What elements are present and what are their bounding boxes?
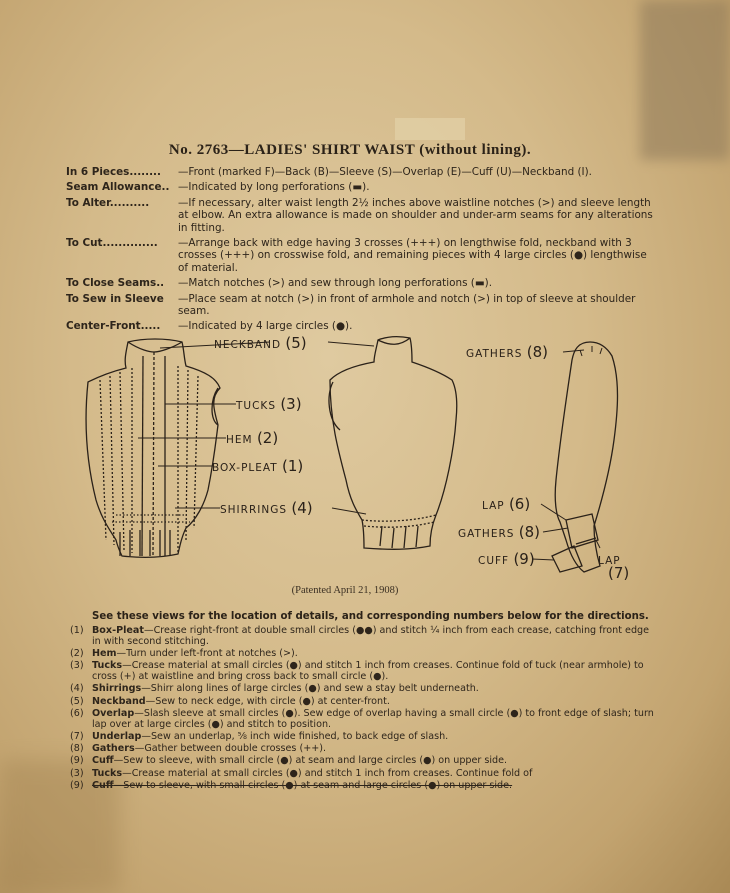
direction-number: (3) xyxy=(70,660,84,672)
direction-title: Underlap xyxy=(92,730,142,742)
direction-item xyxy=(70,626,654,647)
label-number: (3) xyxy=(280,395,302,413)
label-text: BOX-PLEAT xyxy=(212,462,278,474)
direction-title: Box-Pleat xyxy=(92,625,144,636)
spec-text: —Match notches (>) and sew through long perforations (▬). xyxy=(178,277,493,290)
label-number: (2) xyxy=(256,429,279,447)
direction-title: Tucks xyxy=(92,660,123,672)
direction-item xyxy=(70,649,654,660)
direction-text: —Gather between double crosses (++). xyxy=(134,743,327,755)
direction-item xyxy=(70,684,654,695)
direction-number: (9) xyxy=(70,755,84,767)
direction-item xyxy=(70,732,654,743)
leader-lap xyxy=(541,504,566,520)
direction-number: (3) xyxy=(70,767,84,779)
label-boxpleat xyxy=(212,457,303,475)
see-note: See these views for the location of details, and corresponding numbers below for the directions. xyxy=(92,611,649,622)
label-text: HEM xyxy=(226,434,253,446)
direction-text: —Sew to sleeve, with small circles (●) at seam and large circles (●) on upper side. xyxy=(113,780,513,792)
spec-label: In 6 Pieces........ xyxy=(66,166,161,178)
direction-text: —Turn under left-front at notches (>). xyxy=(116,648,298,659)
direction-number: (4) xyxy=(70,683,84,695)
label-number: (8) xyxy=(526,343,549,361)
direction-item xyxy=(70,769,654,780)
label-cuff xyxy=(478,550,535,568)
direction-text: —Shirr along lines of large circles (●) and sew a stay belt underneath. xyxy=(141,683,479,695)
label-number: (7) xyxy=(608,564,630,582)
direction-item xyxy=(70,744,654,755)
direction-text: —Crease material at small circles (●) and stitch 1 inch from creases. Continue fold of xyxy=(122,767,533,779)
label-number: (6) xyxy=(508,495,531,513)
direction-item xyxy=(70,709,654,730)
label-text: LAP xyxy=(482,500,505,512)
direction-item xyxy=(70,697,654,708)
spec-label: To Alter.......... xyxy=(66,196,150,209)
pattern-subtitle: (without lining). xyxy=(419,142,532,158)
spec-text: —Place seam at notch (>) in front of armhole and notch (>) in top of sleeve at shoulder seam. xyxy=(178,292,636,318)
direction-title: Tucks xyxy=(92,767,123,779)
label-number: (1) xyxy=(282,457,304,475)
label-lap xyxy=(482,495,530,513)
label-number: (5) xyxy=(285,334,307,352)
direction-title: Cuff xyxy=(92,755,114,767)
pattern-number: No. 2763 xyxy=(168,142,229,158)
label-text: GATHERS xyxy=(458,528,515,540)
label-text: SHIRRINGS xyxy=(220,504,288,516)
patent-note: (Patented April 21, 1908) xyxy=(291,585,399,596)
label-number: (4) xyxy=(291,499,313,517)
direction-item xyxy=(70,781,654,792)
direction-title: Shirrings xyxy=(92,683,142,695)
label-gathers-top xyxy=(466,343,548,361)
leader-gathers-bottom xyxy=(543,528,568,532)
label-number: (9) xyxy=(513,550,535,568)
direction-number: (8) xyxy=(70,743,84,755)
spec-label: To Close Seams.. xyxy=(66,277,165,290)
label-lap-right xyxy=(598,555,629,581)
label-text: CUFF xyxy=(478,555,510,567)
direction-title: Gathers xyxy=(92,743,135,755)
direction-title: Hem xyxy=(92,648,117,659)
spec-label: Center-Front..... xyxy=(66,320,161,333)
direction-number: (1) xyxy=(70,625,84,636)
spec-text: —Indicated by long perforations (▬). xyxy=(178,181,370,194)
leader-shirrings-back xyxy=(332,508,366,514)
direction-title: Cuff xyxy=(92,780,114,792)
label-shirrings xyxy=(220,499,313,517)
spec-text: —If necessary, alter waist length 2½ inches above waistline notches (>) and sleeve length at elbow. An extra allowance is made on shoulder and under-arm seams for any alterations in fitting. xyxy=(178,196,653,234)
direction-number: (9) xyxy=(70,780,84,792)
pattern-name: —LADIES' SHIRT WAIST xyxy=(228,142,415,158)
direction-text: —Crease material at small circles (●) and stitch 1 inch from creases. Continue fold of tuck (near armhole) to cross (+) at waistline and bring cross back to small circle (●). xyxy=(92,660,644,682)
spec-label: Seam Allowance.. xyxy=(66,181,170,194)
label-neckband xyxy=(214,334,307,352)
spec-label: To Sew in Sleeve xyxy=(66,292,164,305)
spec-text: —Front (marked F)—Back (B)—Sleeve (S)—Overlap (E)—Cuff (U)—Neckband (I). xyxy=(178,166,592,178)
label-hem xyxy=(226,429,278,447)
directions-list xyxy=(70,626,654,793)
label-text: GATHERS xyxy=(466,348,523,360)
direction-text: —Sew an underlap, ⅝ inch wide finished, to back edge of slash. xyxy=(141,730,449,742)
direction-item xyxy=(70,756,654,767)
direction-number: (7) xyxy=(70,730,84,742)
direction-title: Neckband xyxy=(92,695,146,707)
direction-number: (5) xyxy=(70,695,84,707)
direction-number: (2) xyxy=(70,648,84,659)
direction-text: —Crease right-front at double small circles (●●) and stitch ¼ inch from each crease, catching front edge in with second stitching. xyxy=(92,625,650,647)
spec-text: —Indicated by 4 large circles (●). xyxy=(178,320,353,333)
direction-text: —Slash sleeve at small circles (●). Sew edge of overlap having a small circle (●) to front edge of slash; turn lap over at large circles (●) and stitch to position. xyxy=(92,707,654,730)
direction-text: —Sew to sleeve, with small circle (●) at seam and large circles (●) on upper side. xyxy=(113,755,508,767)
leader-neckband-back xyxy=(328,342,374,346)
back-view xyxy=(329,337,457,550)
label-number: (8) xyxy=(518,523,541,541)
direction-number: (6) xyxy=(70,707,84,719)
spec-text: —Arrange back with edge having 3 crosses (+++) on lengthwise fold, neckband with 3 crosses (+++) on crosswise fold, and remaining pieces with 4 large circles (●) lengthwise of material. xyxy=(178,237,647,274)
sleeve-view xyxy=(552,342,618,572)
label-gathers-bottom xyxy=(458,523,540,541)
direction-item xyxy=(70,661,654,682)
leader-cuff xyxy=(532,559,554,560)
front-view xyxy=(86,339,220,557)
label-tucks xyxy=(236,395,302,413)
label-text: TUCKS xyxy=(236,400,276,412)
label-text: LAP xyxy=(598,555,621,567)
direction-title: Overlap xyxy=(92,707,135,719)
spec-label: To Cut.............. xyxy=(66,237,158,250)
label-text: NECKBAND xyxy=(214,339,282,351)
leader-lap-right xyxy=(596,540,600,548)
direction-text: —Sew to neck edge, with circle (●) at center-front. xyxy=(145,695,390,707)
